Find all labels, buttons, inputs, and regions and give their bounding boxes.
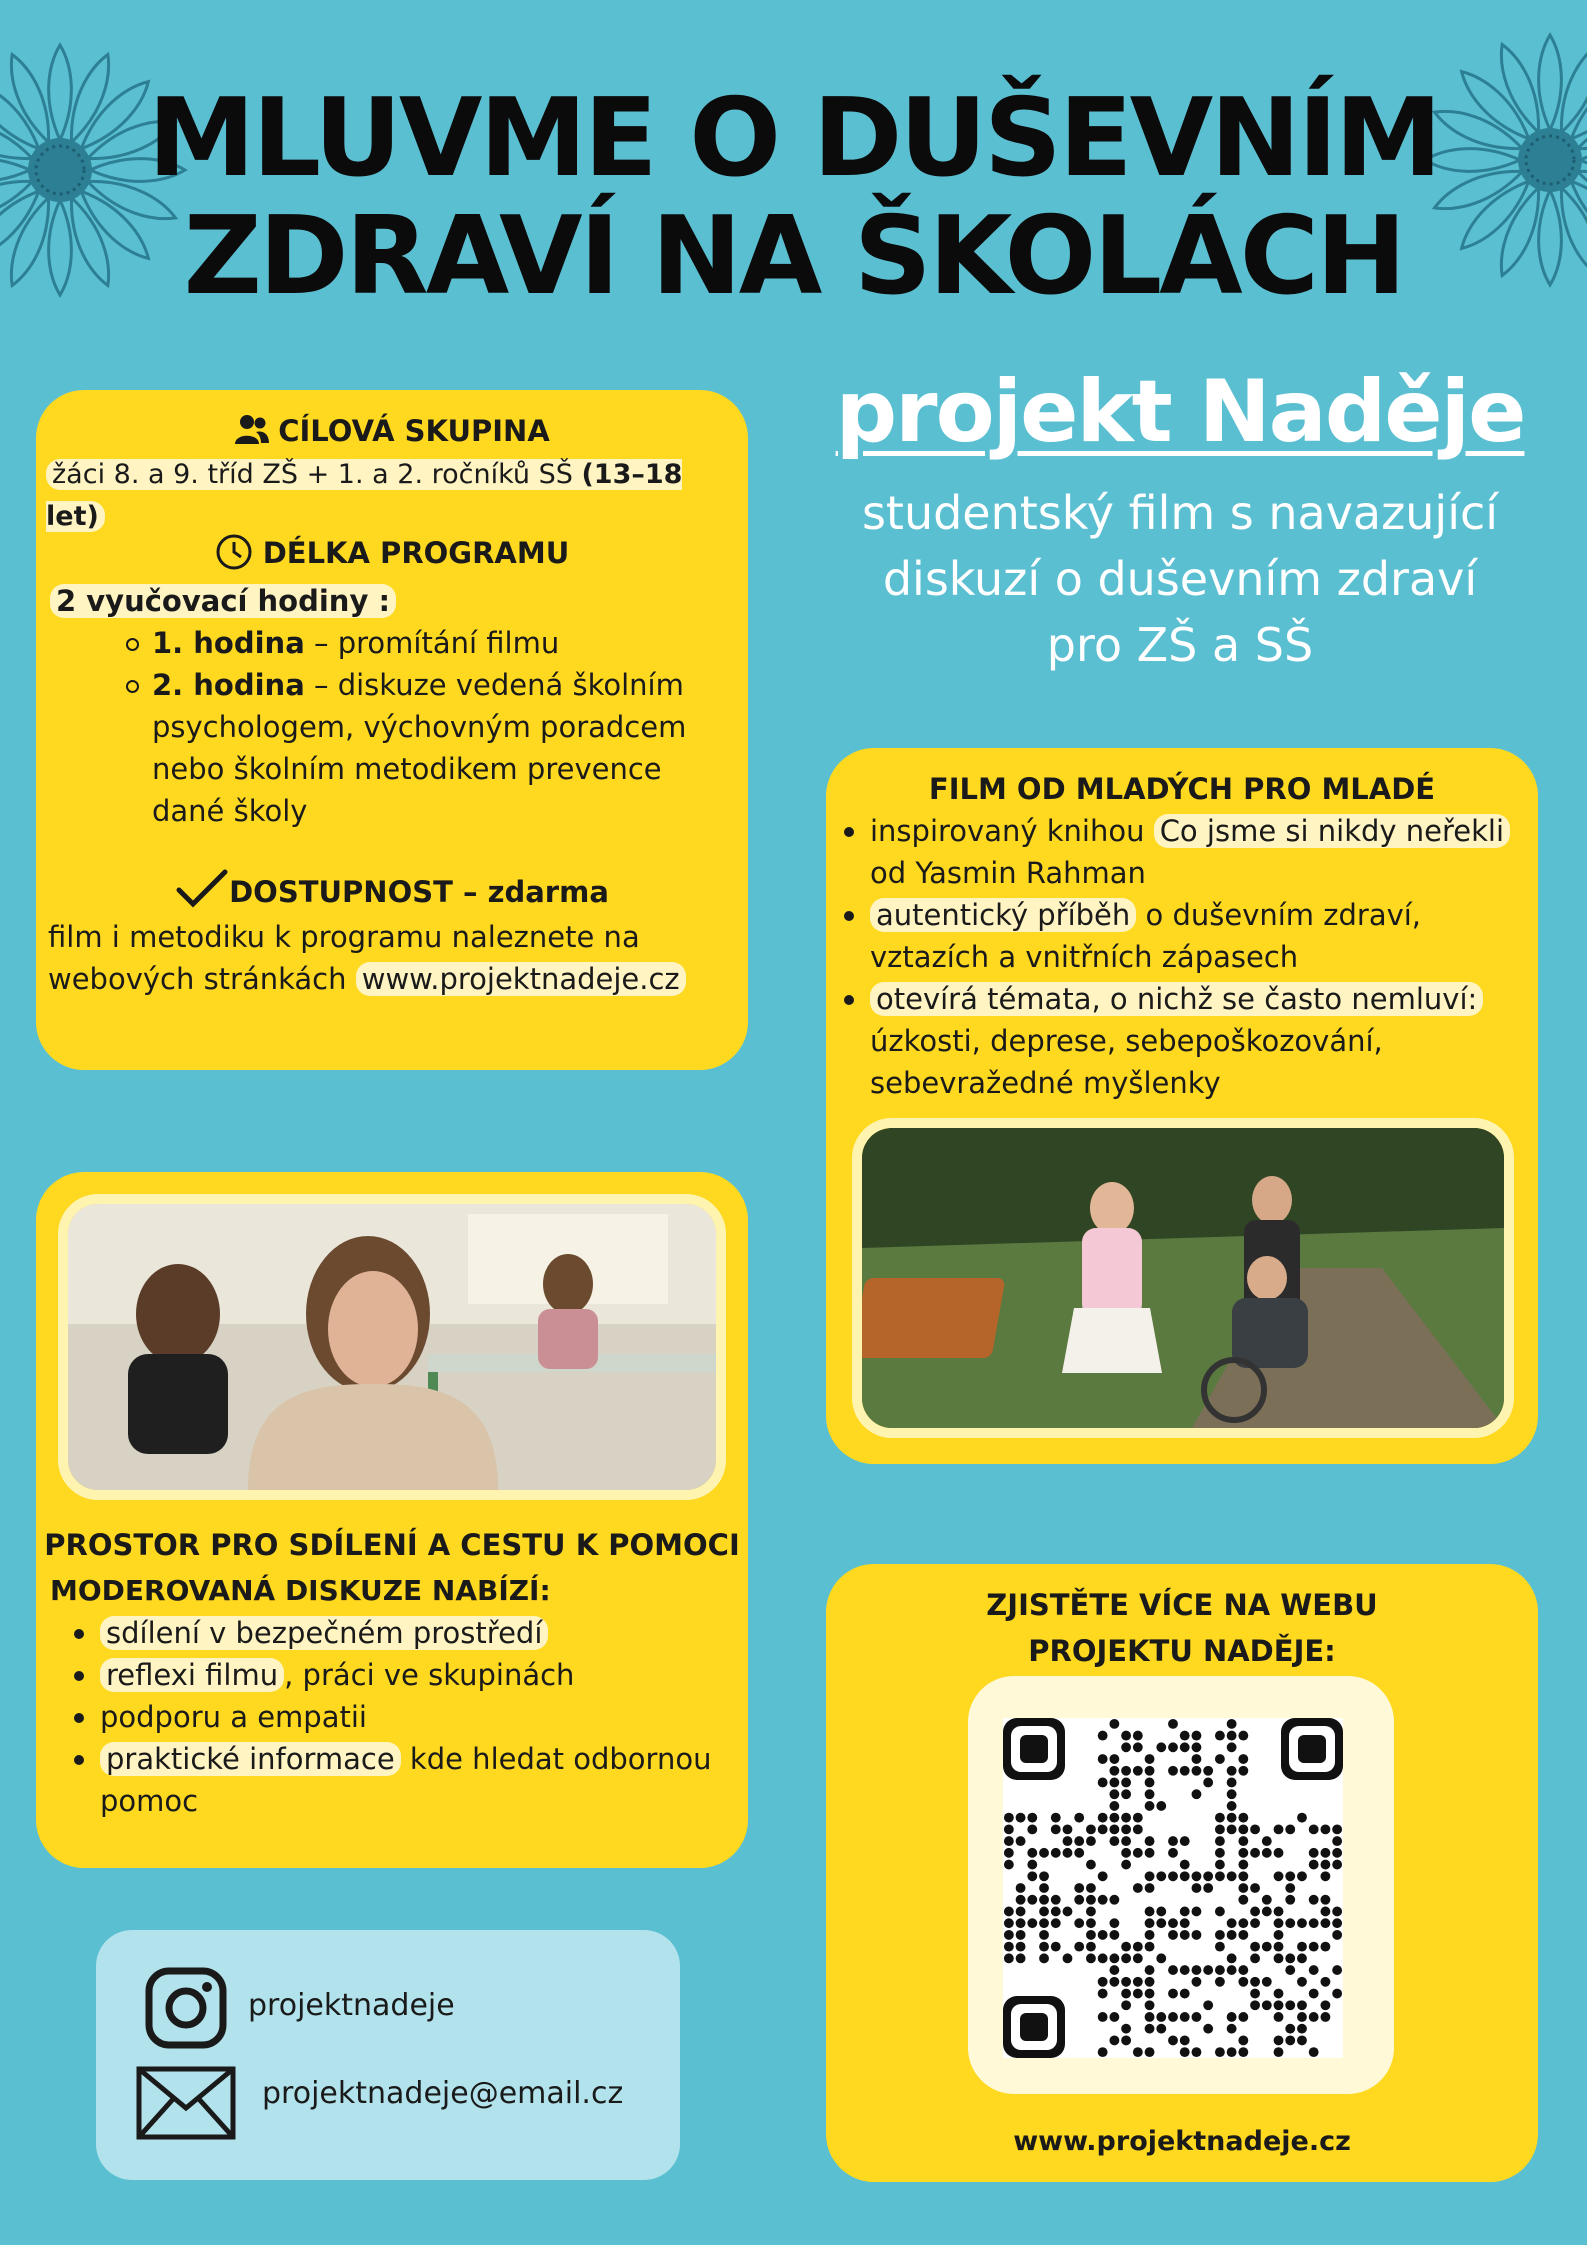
- target-text: [46, 454, 746, 538]
- project-name: projekt Naděje: [835, 362, 1525, 462]
- sharing-subheading: MODEROVANÁ DISKUZE NABÍZÍ:: [50, 1574, 551, 1607]
- sharing-heading: PROSTOR PRO SDÍLENÍ A CESTU K POMOCI: [44, 1528, 740, 1562]
- item-bold: 1. hodina: [152, 626, 305, 660]
- availability-url-link[interactable]: www.projektnadeje.cz: [356, 962, 686, 996]
- sharing-list: [100, 1612, 720, 1822]
- clock-icon: [215, 533, 253, 571]
- list-item: [100, 1654, 720, 1696]
- length-heading-row: [36, 532, 748, 574]
- item-highlight: Co jsme si nikdy neřekli: [1154, 814, 1510, 848]
- web-heading: [826, 1582, 1538, 1674]
- availability-text: [48, 916, 738, 1000]
- list-item: [870, 894, 1520, 978]
- program-info-card: [36, 390, 748, 1070]
- list-item: [100, 1612, 720, 1654]
- film-still-photo: [852, 1118, 1514, 1438]
- length-lead: [50, 580, 396, 622]
- park-scene-image: [862, 1128, 1504, 1428]
- length-heading: DÉLKA PROGRAMU: [262, 536, 570, 570]
- classroom-scene-image: [68, 1204, 716, 1490]
- target-age: (13–18 let): [46, 459, 683, 532]
- project-subtitle: [790, 480, 1570, 678]
- item-highlight: autentický příběh: [870, 898, 1136, 932]
- subtitle-line-1: studentský film s navazující: [861, 486, 1499, 540]
- email-icon[interactable]: [136, 2066, 236, 2140]
- email-address[interactable]: projektnadeje@email.cz: [262, 2076, 624, 2111]
- item-highlight: praktické informace: [100, 1742, 401, 1776]
- target-heading-row: [36, 410, 748, 452]
- film-card: [826, 748, 1538, 1464]
- subtitle-line-2: diskuzí o duševním zdraví: [882, 552, 1478, 606]
- item-highlight: sdílení v bezpečném prostředí: [100, 1616, 548, 1650]
- list-item: [152, 664, 732, 832]
- list-item: [100, 1696, 720, 1738]
- availability-heading-row: [36, 868, 748, 913]
- item-bold: 2. hodina: [152, 668, 305, 702]
- item-text: inspirovaný knihou: [870, 814, 1154, 848]
- checkmark-icon: [175, 868, 229, 908]
- instagram-handle[interactable]: projektnadeje: [248, 1988, 455, 2023]
- target-heading: CÍLOVÁ SKUPINA: [278, 414, 550, 448]
- title-line-2: ZDRAVÍ NA ŠKOLÁCH: [183, 194, 1404, 319]
- users-icon: [234, 413, 270, 445]
- list-item: [870, 978, 1520, 1104]
- film-heading: FILM OD MLADÝCH PRO MLADÉ: [928, 772, 1436, 806]
- item-text: – promítání filmu: [304, 626, 560, 660]
- item-highlight: otevírá témata, o nichž se často nemluví:: [870, 982, 1483, 1016]
- list-item: [100, 1738, 720, 1822]
- target-text-main: žáci 8. a 9. tříd ZŠ + 1. a 2. ročníků SŠ: [52, 459, 582, 490]
- item-text: kde hledat odbornou pomoc: [100, 1742, 712, 1818]
- item-text: podporu a empatii: [100, 1700, 367, 1734]
- web-heading-line-1: ZJISTĚTE VÍCE NA WEBU: [986, 1588, 1378, 1622]
- qr-code-image[interactable]: [1003, 1718, 1343, 2058]
- film-list: [870, 810, 1520, 1104]
- item-highlight: reflexi filmu: [100, 1658, 284, 1692]
- qr-code-frame[interactable]: [968, 1676, 1394, 2094]
- availability-description: film i metodiku k programu naleznete na webových stránkách: [48, 920, 640, 996]
- item-text: úzkosti, deprese, sebepoškozování, sebevražedné myšlenky: [870, 1024, 1383, 1100]
- classroom-photo: [58, 1194, 726, 1500]
- availability-heading: DOSTUPNOST – zdarma: [229, 875, 609, 909]
- length-list: [152, 622, 732, 832]
- item-text: od Yasmin Rahman: [870, 856, 1146, 890]
- item-text: , práci ve skupinách: [284, 1658, 575, 1692]
- item-text: – diskuze vedená školním psychologem, výchovným poradcem nebo školním metodikem prevence dané školy: [152, 668, 687, 828]
- web-heading-line-2: PROJEKTU NADĚJE:: [1028, 1634, 1336, 1668]
- list-item: [152, 622, 732, 664]
- title-line-1: MLUVME O DUŠEVNÍM: [147, 76, 1440, 201]
- subtitle-line-3: pro ZŠ a SŠ: [1046, 618, 1314, 672]
- list-item: [870, 810, 1520, 894]
- page-title: [0, 76, 1587, 319]
- instagram-icon[interactable]: [144, 1966, 228, 2050]
- discussion-card: [36, 1172, 748, 1868]
- item-text: o duševním zdraví, vztazích a vnitřních zápasech: [870, 898, 1422, 974]
- contact-box: [96, 1930, 680, 2180]
- web-url-link[interactable]: www.projektnadeje.cz: [1013, 2126, 1351, 2157]
- website-card: [826, 1564, 1538, 2182]
- length-lead-text: 2 vyučovací hodiny :: [50, 584, 396, 618]
